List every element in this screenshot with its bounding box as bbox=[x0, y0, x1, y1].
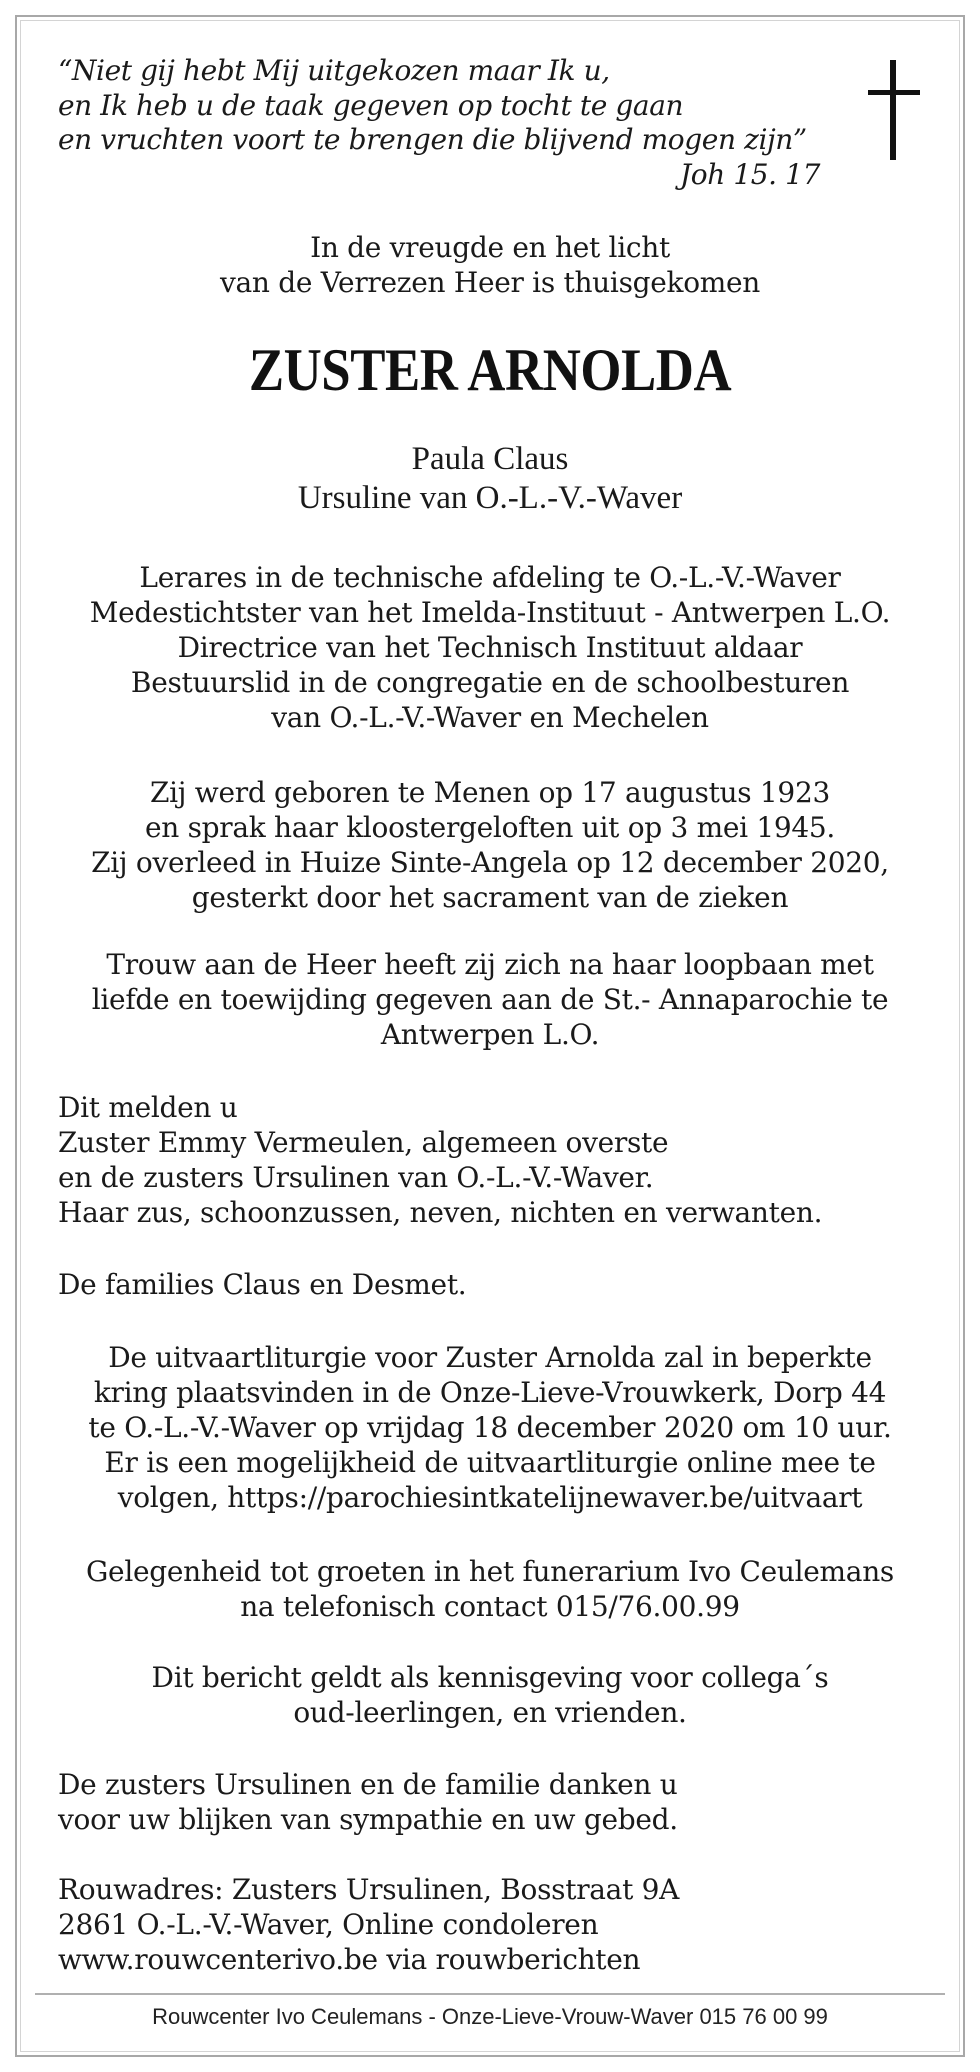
quote-line: “Niet gij hebt Mij uitgekozen maar Ik u, bbox=[58, 54, 610, 87]
thanks-line: voor uw blijken van sympathie en uw gebed. bbox=[58, 1803, 678, 1836]
families-text bbox=[58, 1267, 938, 1302]
dedication-line: Antwerpen L.O. bbox=[380, 1018, 600, 1051]
quote-line: en Ik heb u de taak gegeven op tocht te gaan bbox=[58, 88, 684, 122]
dedication-line: Trouw aan de Heer heeft zij zich na haar loopbaan met bbox=[106, 948, 874, 981]
visitation-line: na telefonisch contact 015/76.00.99 bbox=[240, 1590, 740, 1623]
life-text bbox=[40, 775, 940, 915]
funeral-line: volgen, https://parochiesintkatelijnewaver.be/uitvaart bbox=[117, 1481, 863, 1514]
career-line: Medestichtster van het Imelda-Instituut - Antwerpen L.O. bbox=[89, 596, 891, 629]
address-text bbox=[58, 1872, 938, 1977]
cross-icon bbox=[868, 60, 920, 160]
announcer-line: Dit melden u bbox=[58, 1091, 238, 1124]
announcer-line: Haar zus, schoonzussen, neven, nichten en verwanten. bbox=[58, 1196, 823, 1229]
life-line: Zij werd geboren te Menen op 17 augustus 1923 bbox=[150, 776, 830, 809]
notice-line: Dit bericht geldt als kennisgeving voor collega´s bbox=[151, 1661, 829, 1694]
announcers-text bbox=[58, 1090, 938, 1230]
address-line: www.rouwcenterivo.be via rouwberichten bbox=[58, 1943, 641, 1976]
notice-text bbox=[40, 1660, 940, 1730]
announcer-line: en de zusters Ursulinen van O.-L.-V.-Waver. bbox=[58, 1161, 654, 1194]
dedication-line: liefde en toewijding gegeven aan de St.- Annaparochie te bbox=[91, 983, 889, 1016]
life-line: en sprak haar kloostergeloften uit op 3 mei 1945. bbox=[144, 811, 836, 844]
visitation-text bbox=[40, 1554, 940, 1624]
intro-line: van de Verrezen Heer is thuisgekomen bbox=[219, 266, 761, 299]
address-line: Rouwadres: Zusters Ursulinen, Bosstraat 9A bbox=[58, 1873, 680, 1906]
quote-reference: Joh 15. 17 bbox=[679, 157, 820, 191]
life-line: gesterkt door het sacrament van de zieken bbox=[191, 881, 789, 914]
dedication-text bbox=[40, 947, 940, 1052]
funeral-line: te O.-L.-V.-Waver op vrijdag 18 december 2020 om 10 uur. bbox=[88, 1411, 892, 1444]
deceased-title: ZUSTER ARNOLDA bbox=[248, 337, 732, 403]
funeral-text bbox=[40, 1340, 940, 1515]
bible-quote bbox=[58, 54, 858, 192]
footer-funeral-home: Rouwcenter Ivo Ceulemans - Onze-Lieve-Vrouw-Waver 015 76 00 99 bbox=[152, 2004, 828, 2029]
career-line: Bestuurslid in de congregatie en de schoolbesturen bbox=[130, 666, 850, 699]
civil-name: Paula Claus bbox=[411, 441, 569, 477]
religious-order: Ursuline van O.-L.-V.-Waver bbox=[297, 480, 683, 516]
announcer-line: Zuster Emmy Vermeulen, algemeen overste bbox=[58, 1126, 669, 1159]
career-line: van O.-L.-V.-Waver en Mechelen bbox=[271, 701, 709, 734]
notice-line: oud-leerlingen, en vrienden. bbox=[293, 1696, 687, 1729]
visitation-line: Gelegenheid tot groeten in het funerarium Ivo Ceulemans bbox=[85, 1555, 894, 1588]
families-line: De families Claus en Desmet. bbox=[58, 1268, 467, 1301]
intro-text bbox=[40, 230, 940, 300]
footer-divider bbox=[35, 1993, 945, 1995]
deceased-subtitle bbox=[40, 440, 940, 518]
career-line: Lerares in de technische afdeling te O.-L.-V.-Waver bbox=[139, 561, 841, 594]
career-text bbox=[40, 560, 940, 735]
funeral-line: De uitvaartliturgie voor Zuster Arnolda zal in beperkte bbox=[108, 1341, 872, 1374]
career-line: Directrice van het Technisch Instituut aldaar bbox=[177, 631, 803, 664]
funeral-line: Er is een mogelijkheid de uitvaartliturgie online mee te bbox=[104, 1446, 876, 1479]
funeral-line: kring plaatsvinden in de Onze-Lieve-Vrouwkerk, Dorp 44 bbox=[93, 1376, 887, 1409]
address-line: 2861 O.-L.-V.-Waver, Online condoleren bbox=[58, 1908, 599, 1941]
quote-line: en vruchten voort te brengen die blijvend mogen zijn” bbox=[58, 123, 807, 156]
intro-line: In de vreugde en het licht bbox=[310, 231, 670, 264]
thanks-text bbox=[58, 1767, 938, 1837]
life-line: Zij overleed in Huize Sinte-Angela op 12 december 2020, bbox=[91, 846, 889, 879]
thanks-line: De zusters Ursulinen en de familie danken u bbox=[58, 1768, 678, 1801]
